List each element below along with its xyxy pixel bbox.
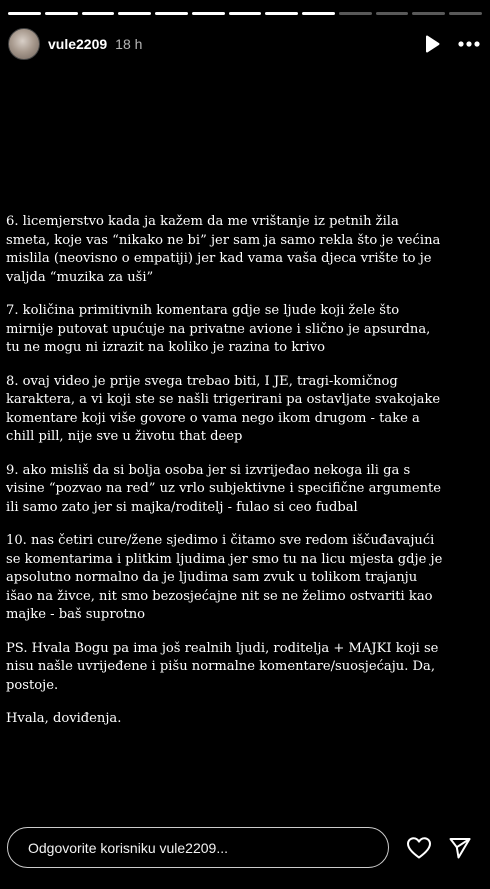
story-paragraph: 9. ako misliš da si bolja osoba jer si izvrijeđao nekoga ili ga s visine “pozvao na red” uz vrlo subjektivne i specifične argumente ili samo zato jer si majka/roditelj - fulao si ceo fudbal: [6, 462, 442, 515]
progress-segment: [265, 12, 298, 15]
progress-segment: [339, 12, 372, 15]
header-actions: [424, 35, 480, 53]
story-time: 18 h: [115, 36, 143, 52]
story-paragraph: 8. ovaj video je prije svega trebao biti, I JE, tragi-komičnog karaktera, a vi koji ste se našli trigerirani pa ostavljate svakojake komentare koji više govore o vama nego ikom drugom - take a chill pill, nije sve u životu that deep: [6, 373, 441, 444]
progress-segment: [302, 12, 335, 15]
footer-actions: [406, 836, 472, 860]
story-paragraph: 7. količina primitivnih komentara gdje se ljude koji žele što mirnije putovat upućuje na privatne avione i slično je apsurdna, tu ne mogu ni izrazit na koliko je razina to krivo: [6, 303, 431, 355]
progress-segment: [449, 12, 482, 15]
progress-segment: [8, 12, 41, 15]
story-paragraph: Hvala, doviđenja.: [6, 711, 122, 726]
progress-segment: [155, 12, 188, 15]
avatar[interactable]: [8, 28, 40, 60]
story-header: [8, 28, 480, 60]
progress-segment: [229, 12, 262, 15]
send-icon[interactable]: [448, 836, 472, 860]
heart-icon[interactable]: [406, 836, 432, 860]
progress-segment: [82, 12, 115, 15]
username[interactable]: vule2209: [48, 36, 108, 52]
progress-segment: [192, 12, 225, 15]
story-text: [6, 213, 444, 744]
reply-box[interactable]: [7, 827, 389, 868]
progress-segment: [45, 12, 78, 15]
story-progress-bar: [8, 12, 482, 15]
story-paragraph: 6. licemjerstvo kada ja kažem da me vrištanje iz petnih žila smeta, koje vas “nikako ne bi” jer sam ja samo rekla što je većina mislila (neovisno o empatiji) jer kad vama vaša djeca vrište to je valjda “muzika za uši”: [6, 214, 441, 285]
story-paragraph: 10. nas četiri cure/žene sjedimo i čitamo sve redom iščuđavajući se komentarima i plitkim ljudima jer smo tu na licu mjesta gdje je apsolutno normalno da je ljudima sam zvuk u tolikom trajanju išao na živce, nit smo bezosjećajne nit se ne želimo ostvariti kao majke - baš suprotno: [6, 533, 443, 622]
progress-segment: [412, 12, 445, 15]
progress-segment: [376, 12, 409, 15]
story-footer: [7, 826, 472, 869]
more-icon[interactable]: [458, 41, 480, 47]
reply-input[interactable]: [28, 840, 368, 856]
play-icon[interactable]: [424, 35, 440, 53]
story-paragraph: PS. Hvala Bogu pa ima još realnih ljudi, roditelja + MAJKI koji se nisu našle uvrijeđene i pišu normalne komentare/suosjećaju. Da, postoje.: [6, 640, 439, 693]
progress-segment: [118, 12, 151, 15]
